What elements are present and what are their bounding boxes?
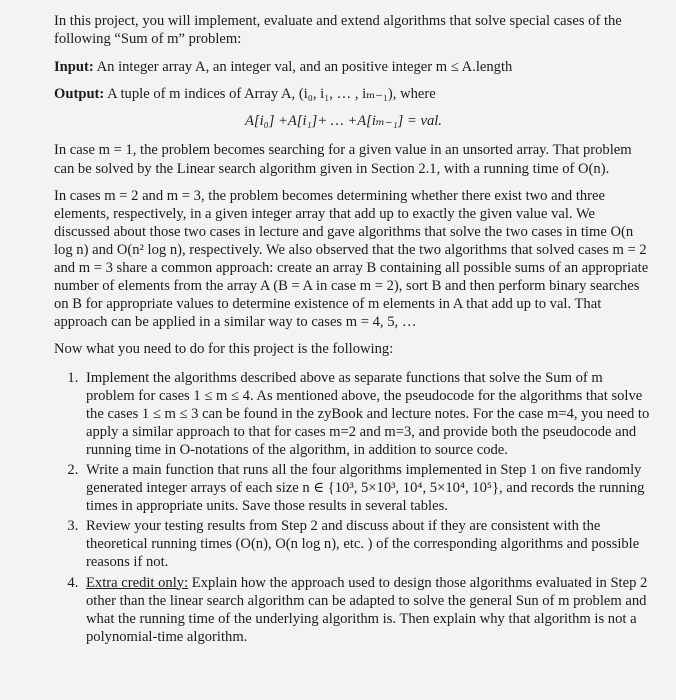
input-text: An integer array A, an integer val, and an positive integer m ≤ A.length (93, 59, 513, 76)
tasks-heading: Now what you need to do for this project is the following: (54, 341, 394, 358)
input-label: Input: (54, 59, 94, 76)
output-text: A tuple of m indices of Array A, (i₀, i₁, … , iₘ₋₁), where (104, 86, 436, 103)
task-item-3: 3. Review your testing results from Step 2 and discuss about if they are consistent with the theoretical running times (O(n), O(n log n), etc. ) of the corresponding algorithms and possible reasons if not. (82, 517, 654, 571)
task-item-2: 2. Write a main function that runs all the four algorithms implemented in Step 1 on five randomly generated integer arrays of each size n ∈ {10³, 5×10³, 10⁴, 5×10⁴, 10⁵}, and records the running times in appropriate units. Save those results in several tables. (82, 461, 654, 515)
input-line (54, 58, 654, 76)
output-label: Output: (54, 86, 105, 103)
task-list (54, 369, 654, 646)
sum-formula: A[i₀] +A[i₁]+ … +A[iₘ₋₁] = val. (245, 113, 442, 130)
intro-paragraph: In this project, you will implement, evaluate and extend algorithms that solve special cases of the following “Sum of m” problem: (54, 13, 622, 48)
output-line (54, 85, 654, 103)
extra-credit-label: Extra credit only: (86, 574, 189, 591)
task-item-4 (82, 574, 654, 646)
paragraph-m2-m3: In cases m = 2 and m = 3, the problem becomes determining whether there exist two and three elements, respectively, in a given integer array that add up to exactly the given value val. We discussed about those two cases in lecture and gave algorithms that solve the two cases in time O(n log n) and O(n² log n), respectively. We also observed that the two algorithms that solved cases m = 2 and m = 3 share a common approach: create an array B containing all possible sums of an appropriate number of elements from the array A (B = A in case m = 2), sort B and then perform binary searches on B for appropriate values to determine existence of m elements in A that add up to val. That approach can be applied in a similar way to cases m = 4, 5, … (54, 187, 649, 331)
task-item-1: 1. Implement the algorithms described above as separate functions that solve the Sum of m problem for cases 1 ≤ m ≤ 4. As mentioned above, the pseudocode for the algorithms that solve the cases 1 ≤ m ≤ 3 can be found in the zyBook and lecture notes. For the case m=4, you need to apply a similar approach to that for cases m=2 and m=3, and provide both the pseudocode and running time in O-notations of the algorithm, in addition to source code. (82, 369, 654, 459)
paragraph-m1: In case m = 1, the problem becomes searching for a given value in an unsorted array. That problem can be solved by the Linear search algorithm given in Section 2.1, with a running time of O(n). (54, 142, 632, 177)
task-item-4-text: Explain how the approach used to design those algorithms evaluated in Step 2 other than the linear search algorithm can be adapted to solve the general Sun of m problem and what the running time of the underlying algorithm is. Then explain why that algorithm is not a polynomial-time algorithm. (86, 574, 648, 645)
